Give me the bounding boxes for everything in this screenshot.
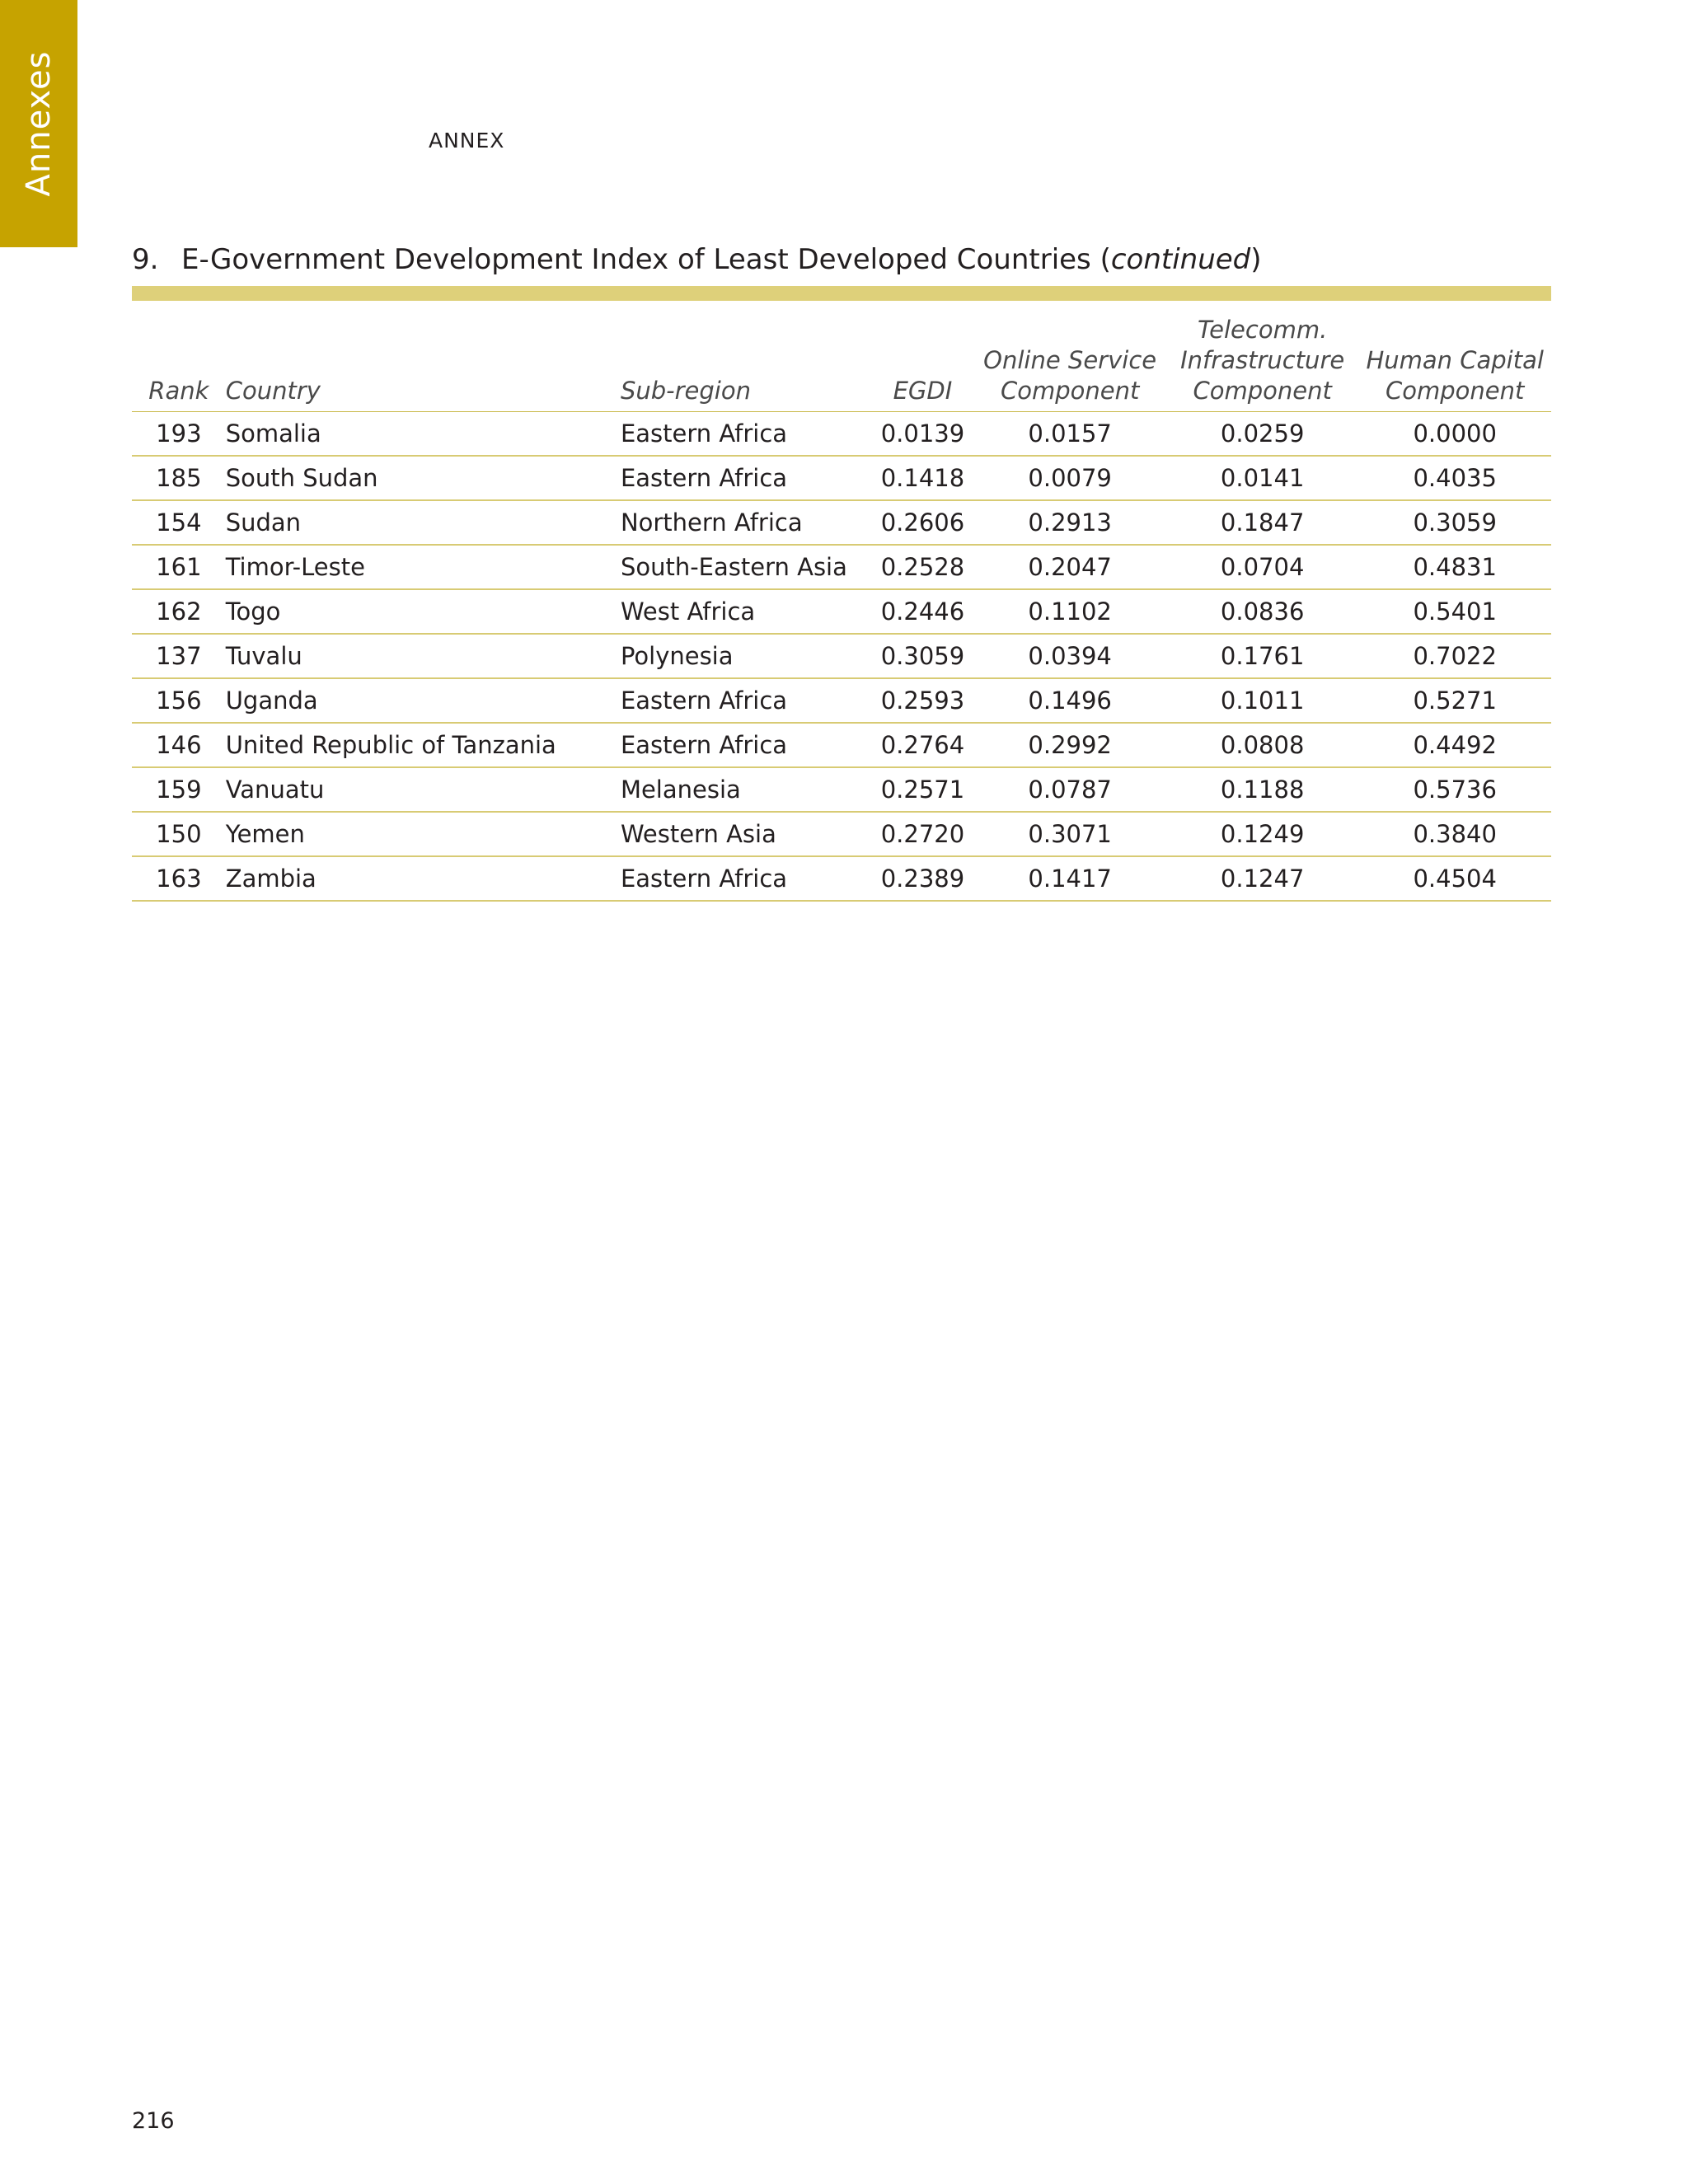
cell-rank: 137 [132, 634, 226, 678]
cell-subregion: West Africa [621, 589, 872, 634]
header-online-service: Online Service Component [973, 315, 1166, 412]
table-row [132, 412, 1551, 457]
table-row [132, 500, 1551, 545]
cell-country: South Sudan [226, 456, 621, 500]
cell-country: Yemen [226, 812, 621, 856]
cell-human-capital: 0.3840 [1358, 812, 1551, 856]
cell-egdi: 0.2720 [872, 812, 974, 856]
cell-subregion: Eastern Africa [621, 456, 872, 500]
cell-telecomm-infrastructure: 0.1249 [1166, 812, 1359, 856]
title-bar [132, 286, 1551, 301]
table-row [132, 812, 1551, 856]
cell-egdi: 0.1418 [872, 456, 974, 500]
table-number: 9. [132, 243, 159, 276]
cell-telecomm-infrastructure: 0.0259 [1166, 412, 1359, 457]
cell-rank: 162 [132, 589, 226, 634]
cell-telecomm-infrastructure: 0.1847 [1166, 500, 1359, 545]
cell-human-capital: 0.0000 [1358, 412, 1551, 457]
running-head: ANNEX [429, 129, 505, 152]
cell-egdi: 0.2764 [872, 723, 974, 767]
cell-telecomm-infrastructure: 0.0704 [1166, 545, 1359, 589]
cell-egdi: 0.2606 [872, 500, 974, 545]
cell-human-capital: 0.7022 [1358, 634, 1551, 678]
cell-online-service: 0.0079 [973, 456, 1166, 500]
page-number: 216 [132, 2108, 175, 2134]
table-header-row [132, 315, 1551, 412]
cell-human-capital: 0.3059 [1358, 500, 1551, 545]
table-row [132, 856, 1551, 901]
cell-telecomm-infrastructure: 0.1011 [1166, 678, 1359, 723]
header-rank: Rank [132, 315, 226, 412]
cell-country: Timor-Leste [226, 545, 621, 589]
cell-subregion: Northern Africa [621, 500, 872, 545]
cell-rank: 193 [132, 412, 226, 457]
cell-online-service: 0.2992 [973, 723, 1166, 767]
cell-subregion: Eastern Africa [621, 856, 872, 901]
egdi-table [132, 315, 1551, 902]
table-title-close: ) [1250, 243, 1262, 276]
cell-country: Vanuatu [226, 767, 621, 812]
cell-telecomm-infrastructure: 0.1188 [1166, 767, 1359, 812]
cell-online-service: 0.0787 [973, 767, 1166, 812]
cell-egdi: 0.2528 [872, 545, 974, 589]
cell-online-service: 0.2913 [973, 500, 1166, 545]
cell-human-capital: 0.5736 [1358, 767, 1551, 812]
cell-egdi: 0.2593 [872, 678, 974, 723]
cell-human-capital: 0.5271 [1358, 678, 1551, 723]
cell-telecomm-infrastructure: 0.0836 [1166, 589, 1359, 634]
cell-country: Uganda [226, 678, 621, 723]
table-row [132, 545, 1551, 589]
cell-online-service: 0.1496 [973, 678, 1166, 723]
cell-rank: 154 [132, 500, 226, 545]
cell-egdi: 0.0139 [872, 412, 974, 457]
cell-subregion: Eastern Africa [621, 678, 872, 723]
cell-subregion: Melanesia [621, 767, 872, 812]
cell-human-capital: 0.4492 [1358, 723, 1551, 767]
table-row [132, 589, 1551, 634]
cell-telecomm-infrastructure: 0.0808 [1166, 723, 1359, 767]
cell-rank: 146 [132, 723, 226, 767]
cell-rank: 159 [132, 767, 226, 812]
cell-subregion: Polynesia [621, 634, 872, 678]
cell-rank: 161 [132, 545, 226, 589]
cell-subregion: Western Asia [621, 812, 872, 856]
cell-online-service: 0.1417 [973, 856, 1166, 901]
cell-online-service: 0.2047 [973, 545, 1166, 589]
cell-telecomm-infrastructure: 0.1247 [1166, 856, 1359, 901]
cell-telecomm-infrastructure: 0.0141 [1166, 456, 1359, 500]
cell-egdi: 0.3059 [872, 634, 974, 678]
cell-country: United Republic of Tanzania [226, 723, 621, 767]
table-title [132, 243, 1262, 276]
header-country: Country [226, 315, 621, 412]
header-egdi: EGDI [872, 315, 974, 412]
table-title-text: E-Government Development Index of Least Developed Countries ( [181, 243, 1111, 276]
cell-human-capital: 0.4504 [1358, 856, 1551, 901]
table-row [132, 723, 1551, 767]
cell-country: Zambia [226, 856, 621, 901]
header-subregion: Sub-region [621, 315, 872, 412]
cell-egdi: 0.2446 [872, 589, 974, 634]
cell-subregion: Eastern Africa [621, 412, 872, 457]
cell-country: Somalia [226, 412, 621, 457]
table-row [132, 767, 1551, 812]
cell-human-capital: 0.5401 [1358, 589, 1551, 634]
cell-subregion: South-Eastern Asia [621, 545, 872, 589]
table-title-continued: continued [1110, 243, 1251, 276]
table-row [132, 634, 1551, 678]
table-body [132, 412, 1551, 902]
cell-rank: 185 [132, 456, 226, 500]
cell-rank: 156 [132, 678, 226, 723]
cell-online-service: 0.0157 [973, 412, 1166, 457]
cell-online-service: 0.1102 [973, 589, 1166, 634]
cell-egdi: 0.2571 [872, 767, 974, 812]
cell-country: Sudan [226, 500, 621, 545]
cell-egdi: 0.2389 [872, 856, 974, 901]
cell-telecomm-infrastructure: 0.1761 [1166, 634, 1359, 678]
cell-online-service: 0.3071 [973, 812, 1166, 856]
header-human-capital: Human Capital Component [1358, 315, 1551, 412]
cell-country: Tuvalu [226, 634, 621, 678]
cell-subregion: Eastern Africa [621, 723, 872, 767]
cell-human-capital: 0.4831 [1358, 545, 1551, 589]
side-tab-label: Annexes [20, 50, 58, 197]
table-row [132, 456, 1551, 500]
cell-country: Togo [226, 589, 621, 634]
cell-human-capital: 0.4035 [1358, 456, 1551, 500]
cell-rank: 163 [132, 856, 226, 901]
header-telecomm-infrastructure: Telecomm. Infrastructure Component [1166, 315, 1359, 412]
table-row [132, 678, 1551, 723]
cell-online-service: 0.0394 [973, 634, 1166, 678]
side-tab [0, 0, 77, 247]
cell-rank: 150 [132, 812, 226, 856]
